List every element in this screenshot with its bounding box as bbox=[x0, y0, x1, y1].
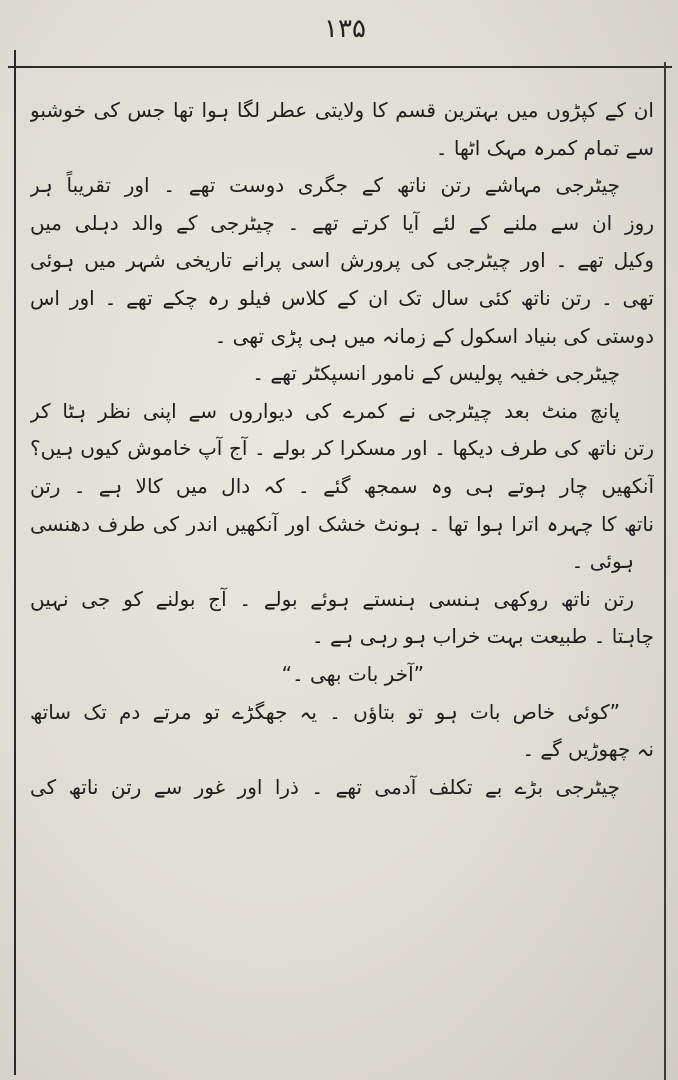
page-number: ۱۳۵ bbox=[324, 14, 366, 44]
text-line: چیٹرجی مہاشے رتن ناتھ کے جگری دوست تھے ۔ اور تقریباً ہر bbox=[30, 173, 620, 198]
text-line: ہوئی ۔ bbox=[571, 549, 634, 574]
left-margin-rule bbox=[14, 50, 16, 1075]
text-line: دوستی کی بنیاد اسکول کے زمانہ میں ہی پڑی تھی ۔ bbox=[214, 323, 654, 348]
right-margin-rule bbox=[664, 62, 666, 1080]
text-line: چیٹرجی خفیہ پولیس کے نامور انسپکٹر تھے ۔ bbox=[252, 361, 620, 386]
text-line: ناتھ کا چہرہ اترا ہوا تھا ۔ ہونٹ خشک اور آنکھیں اندر کی طرف دھنسی bbox=[30, 511, 654, 536]
text-line: سے تمام کمرہ مہک اٹھا ۔ bbox=[435, 135, 654, 160]
top-rule bbox=[8, 66, 672, 68]
text-line: ان کے کپڑوں میں بہترین قسم کا ولایتی عطر لگا ہوا تھا جس کی خوشبو bbox=[30, 98, 654, 122]
text-line: چیٹرجی بڑے بے تکلف آدمی تھے ۔ ذرا اور غور سے رتن ناتھ کی bbox=[30, 774, 620, 799]
text-line: رتن ناتھ کی طرف دیکھا ۔ اور مسکرا کر بولے ۔ آج آپ خاموش کیوں ہیں؟ bbox=[30, 436, 654, 461]
text-line: روز ان سے ملنے کے لئے آیا کرتے تھے ۔ چیٹرجی کے والد دہلی میں bbox=[30, 210, 654, 235]
text-line: ”کوئی خاص بات ہو تو بتاؤں ۔ یہ جھگڑے تو مرتے دم تک ساتھ bbox=[30, 699, 620, 724]
body-text bbox=[30, 92, 654, 806]
text-line: رتن ناتھ روکھی ہنسی ہنستے ہوئے بولے ۔ آج بولنے کو جی نہیں bbox=[30, 586, 634, 611]
text-line: پانچ منٹ بعد چیٹرجی نے کمرے کی دیواروں سے اپنی نظر ہٹا کر bbox=[30, 398, 620, 423]
text-line: آنکھیں چار ہوتے ہی وہ سمجھ گئے ۔ کہ دال میں کالا ہے ۔ رتن bbox=[30, 473, 654, 498]
text-line: وکیل تھے ۔ اور چیٹرجی کی پرورش اسی پرانے تاریخی شہر میں ہوئی bbox=[30, 248, 654, 273]
text-line: نہ چھوڑیں گے ۔ bbox=[522, 737, 654, 762]
text-line: چاہتا ۔ طبیعت بہت خراب ہو رہی ہے ۔ bbox=[311, 624, 654, 649]
text-line: تھی ۔ رتن ناتھ کئی سال تک ان کے کلاس فیلو رہ چکے تھے ۔ اور اس bbox=[30, 285, 654, 310]
text-line: ”آخر بات بھی ۔“ bbox=[281, 661, 424, 686]
